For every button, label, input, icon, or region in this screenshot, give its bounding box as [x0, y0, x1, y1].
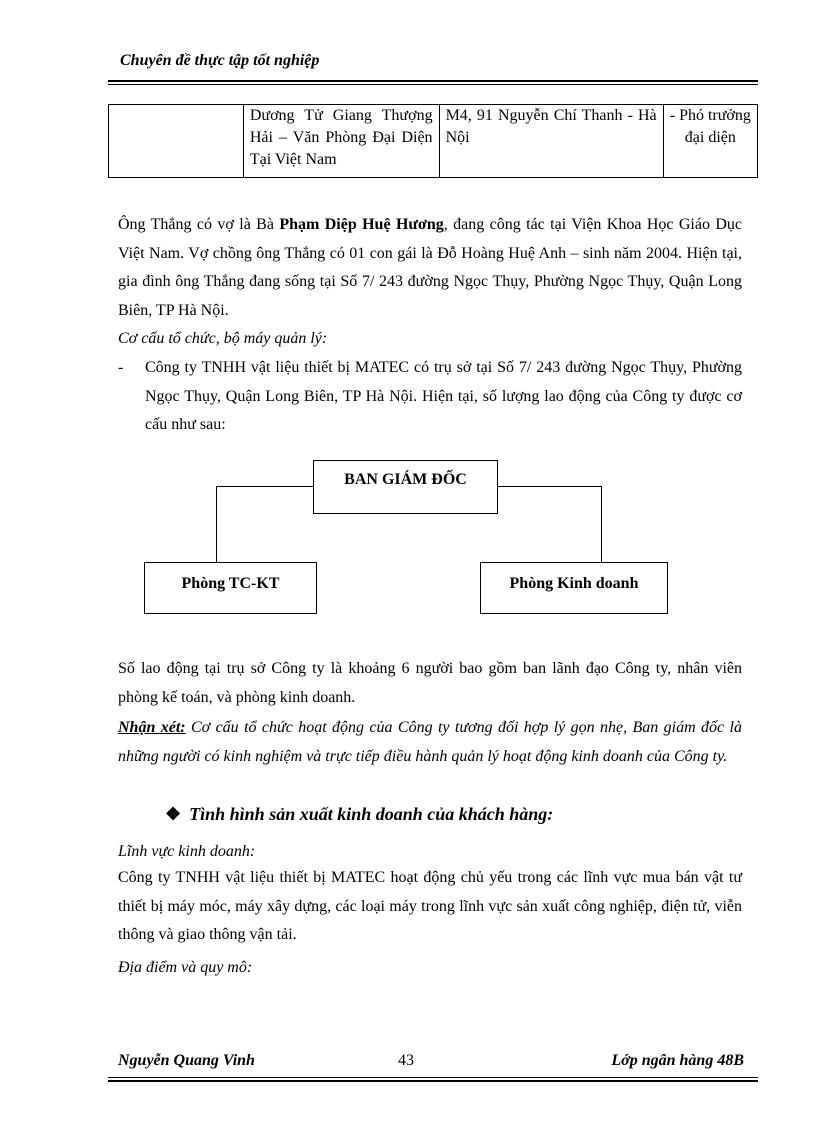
- org-structure-label: Cơ cấu tổ chức, bộ máy quản lý:: [118, 330, 328, 347]
- contact-table: [108, 104, 758, 178]
- family-paragraph-post: , đang công tác tại Viện Khoa Học Giáo Dục Việt Nam. Vợ chồng ông Thắng có 01 con gái là Đỗ Hoàng Huệ Anh – sinh năm 2004. Hiện tại, gia đình ông Thắng đang sống tại Số 7/ 243 đường Ngọc Thụy, Phường Ngọc Thụy, Quận Long Biên, TP Hà Nội.: [118, 216, 743, 319]
- business-field-label: Lĩnh vực kinh doanh:: [118, 843, 256, 860]
- bullet-dash: -: [118, 359, 124, 376]
- footer-class: Lớp ngân hàng 48B: [611, 1052, 744, 1069]
- diamond-bullet-icon: ❖: [165, 804, 182, 824]
- company-bullet-text: Công ty TNHH vật liệu thiết bị MATEC có trụ sở tại Số 7/ 243 đường Ngọc Thụy, Phường Ngọc Thụy, Quận Long Biên, TP Hà Nội. Hiện tại, số lượng lao động của Công ty được cơ cấu như sau:: [145, 359, 742, 433]
- table-row: [109, 105, 758, 178]
- table-cell-address: M4, 91 Nguyễn Chí Thanh - Hà Nội: [439, 105, 663, 178]
- remark-text: Cơ cấu tổ chức hoạt động của Công ty tương đối hợp lý gọn nhẹ, Ban giám đốc là những người có kinh nghiệm và trực tiếp điều hành quản lý hoạt động kinh doanh của Công ty.: [118, 719, 742, 765]
- family-paragraph-pre: Ông Thắng có vợ là Bà: [118, 216, 280, 233]
- org-box-finance: Phòng TC-KT: [144, 562, 317, 614]
- table-cell-company: Dương Tử Giang Thượng Hải – Văn Phòng Đại Diện Tại Việt Nam: [243, 105, 439, 178]
- table-cell-position: - Phó trưởng đại diện: [663, 105, 757, 178]
- org-box-board: BAN GIÁM ĐỐC: [313, 460, 498, 514]
- page-header-title: Chuyên đề thực tập tốt nghiệp: [120, 52, 320, 69]
- business-field-paragraph: Công ty TNHH vật liệu thiết bị MATEC hoạt động chủ yếu trong các lĩnh vực mua bán vật tư thiết bị máy móc, máy xây dựng, các loại máy trong lĩnh vực sản xuất công nghiệp, điện tử, viễn thông và giao thông vận tải.: [118, 869, 742, 943]
- business-section-heading: [165, 804, 553, 825]
- footer-rule-thick: [108, 1080, 758, 1082]
- staff-paragraph: Số lao động tại trụ sở Công ty là khoảng 6 người bao gồm ban lãnh đạo Công ty, nhân viên phòng kế toán, và phòng kinh doanh.: [118, 660, 742, 706]
- spouse-name: Phạm Diệp Huệ Hương: [279, 216, 444, 233]
- connector-left-horizontal: [216, 486, 314, 487]
- header-rule-thin: [108, 84, 758, 85]
- remark-paragraph: [118, 714, 742, 771]
- remark-label: Nhận xét:: [118, 719, 186, 736]
- table-cell-empty: [109, 105, 244, 178]
- connector-right-vertical: [601, 486, 602, 562]
- location-label: Địa điểm và quy mô:: [118, 959, 253, 976]
- org-box-sales: Phòng Kinh doanh: [480, 562, 668, 614]
- connector-left-vertical: [216, 486, 217, 562]
- family-paragraph: [118, 211, 742, 325]
- footer-author: Nguyễn Quang Vinh: [118, 1052, 255, 1069]
- header-rule-thick: [108, 80, 758, 82]
- connector-right-horizontal: [498, 486, 602, 487]
- footer-rule-thin: [108, 1077, 758, 1078]
- business-heading-text: Tình hình sản xuất kinh doanh của khách hàng:: [189, 804, 554, 824]
- page-number: 43: [398, 1052, 414, 1069]
